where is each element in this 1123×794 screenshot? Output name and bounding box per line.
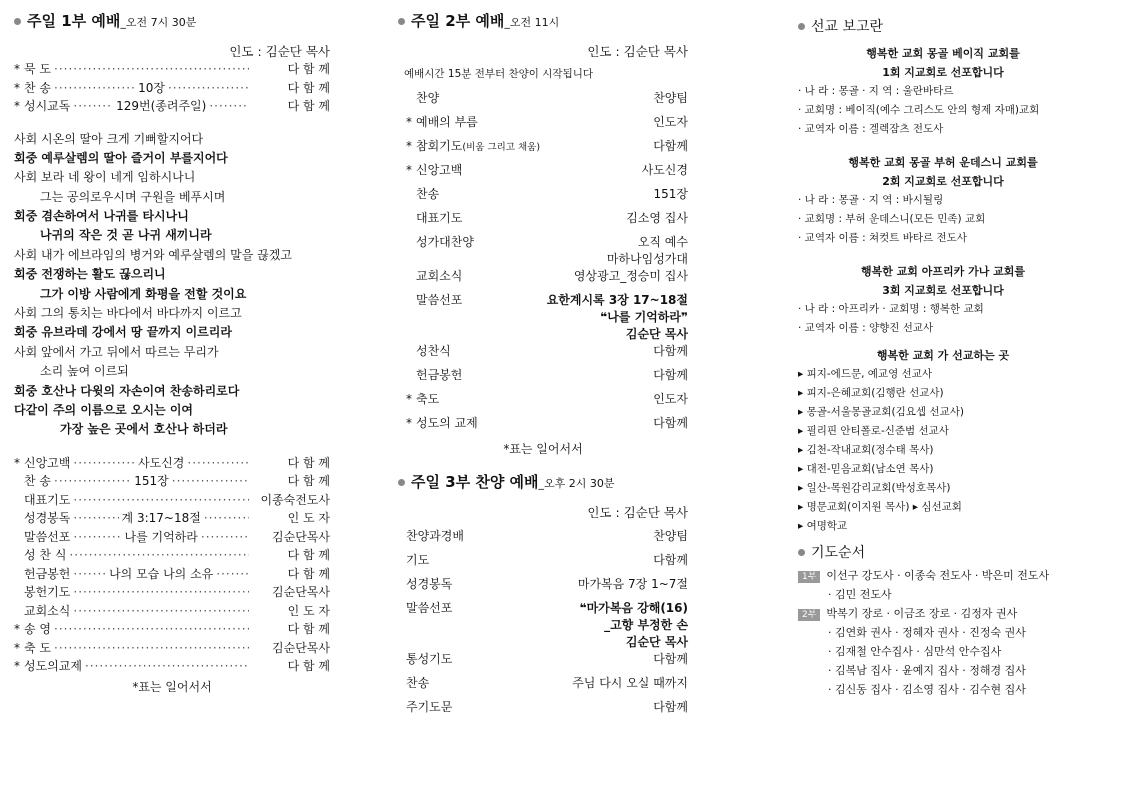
leader-dots bbox=[54, 81, 135, 95]
order-left bbox=[398, 342, 451, 359]
order-responsible: 인도자 bbox=[653, 115, 688, 129]
leader-dots bbox=[73, 456, 135, 470]
star-mark: * bbox=[406, 163, 412, 177]
order-right bbox=[654, 185, 689, 202]
prayer-names: · 김연화 권사 · 정혜자 권사 · 진정숙 권사 bbox=[828, 626, 1026, 639]
order-label: 찬양과경배 bbox=[406, 529, 464, 543]
order-responsible: 다 함 께 bbox=[287, 455, 330, 470]
leader-dots bbox=[73, 530, 121, 544]
reading-line: 사회 보라 네 왕이 네게 임하시나니 bbox=[14, 170, 196, 185]
service3-leader: 인도 : 김순단 목사 bbox=[587, 505, 688, 520]
star-mark: * bbox=[14, 622, 20, 637]
star-mark: * bbox=[14, 640, 20, 655]
support-item: ▸ 일산-목원감리교회(박성호목사) bbox=[798, 482, 951, 494]
order-row bbox=[398, 161, 688, 185]
order-responsible: 다함께 bbox=[653, 344, 688, 358]
star-mark: * bbox=[14, 455, 20, 470]
reading-line: 소리 높여 이르되 bbox=[40, 364, 129, 379]
order-row bbox=[398, 390, 688, 414]
reading-line: 사회 시온의 딸아 크게 기뻐할지어다 bbox=[14, 131, 204, 146]
order-left bbox=[398, 89, 439, 106]
order-right bbox=[572, 674, 688, 691]
mission-group bbox=[798, 262, 1088, 338]
order-responsible: 다함께 bbox=[653, 652, 688, 666]
order-responsible: 김순단목사 bbox=[272, 585, 330, 600]
reading-line: 나귀의 작은 것 곧 나귀 새끼니라 bbox=[40, 228, 212, 243]
reading-line: 그가 이방 사람에게 화평을 전할 것이요 bbox=[40, 286, 247, 301]
order-right bbox=[653, 366, 688, 383]
order-row bbox=[398, 575, 688, 599]
prayer-names: · 김신동 집사 · 김소영 집사 · 김수현 집사 bbox=[828, 683, 1026, 696]
order-row bbox=[14, 620, 330, 639]
order-left bbox=[398, 137, 540, 154]
service3-title: 주일 3부 찬양 예배 bbox=[411, 473, 539, 491]
prayer-names: 박복기 장로 · 이금조 장로 · 김정자 권사 bbox=[826, 607, 1018, 620]
order-responsible: 다함께 bbox=[653, 368, 688, 382]
leader-dots bbox=[73, 99, 113, 113]
leader-dots bbox=[209, 99, 249, 113]
order-right bbox=[653, 527, 688, 544]
support-item: ▸ 피지-에드문, 예교영 선교사 bbox=[798, 368, 932, 380]
mission-line: · 교회명 : 베이직(예수 그리스도 안의 형제 자매)교회 bbox=[798, 104, 1040, 116]
order-detail: 계 3:17~18절 bbox=[121, 511, 201, 526]
order-responsible: 다함께 bbox=[653, 700, 688, 714]
order-detail: 129번(종려주일) bbox=[116, 99, 207, 113]
order-label-note: (비움 그리고 채움) bbox=[462, 142, 541, 153]
reading-line: 회중 호산나 다윗의 자손이여 찬송하리로다 bbox=[14, 383, 240, 398]
order-left bbox=[398, 650, 452, 667]
service1-time: _오전 7시 30분 bbox=[120, 16, 197, 29]
order-label: 교회소식 bbox=[24, 603, 71, 618]
mission-line: · 교역자 이름 : 겔렉잠츠 전도사 bbox=[798, 123, 944, 135]
order-right bbox=[607, 233, 688, 267]
support-item: ▸ 여명학교 bbox=[798, 520, 848, 532]
bullet-icon bbox=[798, 23, 805, 30]
order-right bbox=[653, 698, 688, 715]
service2-order bbox=[398, 89, 688, 438]
star-mark: * bbox=[406, 416, 412, 430]
service2-heading bbox=[398, 10, 688, 32]
service2-column bbox=[398, 0, 688, 722]
order-label: 신앙고백 bbox=[24, 455, 71, 470]
support-item: ▸ 대전-믿음교회(남소연 목사) bbox=[798, 463, 934, 475]
order-label: 찬 송 bbox=[24, 474, 51, 489]
service1-column bbox=[14, 0, 330, 695]
order-detail: 10장 bbox=[138, 80, 165, 95]
order-label: 봉헌기도 bbox=[24, 585, 71, 600]
order-row bbox=[398, 233, 688, 267]
order-label: 성가대찬양 bbox=[416, 235, 474, 249]
bullet-icon bbox=[398, 479, 405, 486]
leader-dots bbox=[168, 81, 249, 95]
service2-intro: 예배시간 15분 전부터 찬양이 시작됩니다 bbox=[404, 68, 593, 80]
order-row bbox=[14, 491, 330, 510]
order-responsible: 사도신경 bbox=[641, 163, 688, 177]
star-mark: * bbox=[406, 392, 412, 406]
order-left bbox=[398, 414, 478, 431]
order-row bbox=[398, 342, 688, 366]
mission-column bbox=[798, 0, 1088, 699]
order-row bbox=[398, 185, 688, 209]
prayer-line bbox=[798, 661, 1088, 680]
order-row bbox=[398, 551, 688, 575]
star-mark: * bbox=[14, 659, 20, 674]
order-label: 예배의 부름 bbox=[416, 115, 478, 129]
mission-group-sub: 3회 지교회로 선포합니다 bbox=[882, 284, 1004, 297]
order-right bbox=[653, 89, 688, 106]
service1-note: *표는 일어서서 bbox=[132, 679, 212, 694]
order-responsible: 다 함 께 bbox=[287, 548, 330, 563]
order-responsible-2: ❝나를 기억하라❞ bbox=[600, 310, 688, 324]
mission-line: · 나 라 : 몽골 · 지 역 : 울란바타르 bbox=[798, 85, 954, 97]
order-responsible: 오직 예수 bbox=[637, 235, 688, 249]
order-label: 대표기도 bbox=[24, 492, 71, 507]
order-responsible: ❝마가복음 강해(16) bbox=[579, 601, 688, 615]
support-item: ▸ 몽골-서울몽골교회(김요셉 선교사) bbox=[798, 406, 964, 418]
leader-dots bbox=[73, 604, 249, 618]
order-right bbox=[642, 161, 688, 178]
mission-group-head: 행복한 교회 아프리카 가나 교회를 bbox=[860, 265, 1026, 278]
order-responsible: 찬양팀 bbox=[653, 91, 688, 105]
order-label: 찬 송 bbox=[24, 80, 51, 95]
order-responsible: 다 함 께 bbox=[287, 99, 331, 113]
leader-dots bbox=[73, 493, 249, 507]
leader-dots bbox=[54, 641, 249, 655]
order-detail: 사도신경 bbox=[138, 455, 185, 470]
mission-line: · 교역자 이름 : 쳐컷트 바타르 전도사 bbox=[798, 232, 967, 244]
leader-dots bbox=[187, 456, 249, 470]
service1-leader: 인도 : 김순단 목사 bbox=[229, 44, 330, 59]
order-responsible-3: 김순단 목사 bbox=[625, 327, 688, 341]
order-detail: 나의 모습 나의 소유 bbox=[109, 566, 214, 581]
reading-line: 가장 높은 곳에서 호산나 하더라 bbox=[60, 422, 228, 437]
prayer-line bbox=[798, 623, 1088, 642]
order-left bbox=[398, 113, 478, 130]
order-row bbox=[14, 583, 330, 602]
order-row bbox=[398, 291, 688, 342]
order-label: 성경봉독 bbox=[24, 511, 71, 526]
prayer-line bbox=[798, 680, 1088, 699]
order-right bbox=[653, 113, 688, 130]
leader-dots bbox=[54, 62, 249, 76]
reading-line: 회중 유브라데 강에서 땅 끝까지 이르리라 bbox=[14, 325, 232, 340]
support-item: ▸ 피지-은혜교회(김행란 선교사) bbox=[798, 387, 944, 399]
order-responsible: 다함께 bbox=[653, 139, 688, 153]
order-left bbox=[398, 698, 452, 715]
order-right bbox=[653, 650, 688, 667]
order-row bbox=[398, 366, 688, 390]
order-row bbox=[14, 657, 330, 676]
order-responsible-2: _고향 부정한 손 bbox=[604, 618, 688, 632]
prayer-names: · 김복남 집사 · 윤예지 집사 · 정해경 집사 bbox=[828, 664, 1026, 677]
service3-order bbox=[398, 527, 688, 722]
order-responsible: 다함께 bbox=[653, 416, 688, 430]
mission-line: · 교역자 이름 : 양향진 선교사 bbox=[798, 322, 934, 334]
leader-dots bbox=[73, 511, 118, 525]
star-mark: * bbox=[14, 80, 20, 95]
leader-dots bbox=[54, 622, 249, 636]
support-heading: 행복한 교회 가 선교하는 곳 bbox=[876, 349, 1010, 362]
order-left bbox=[398, 575, 452, 592]
reading-line: 회중 전쟁하는 활도 끊으리니 bbox=[14, 267, 166, 282]
order-right bbox=[547, 291, 688, 342]
order-responsible: 김소영 집사 bbox=[626, 211, 688, 225]
order-responsible: 김순단목사 bbox=[272, 529, 330, 544]
order-label: 축 도 bbox=[24, 640, 51, 655]
order-responsible-3: 김순단 목사 bbox=[625, 635, 688, 649]
order-label: 묵 도 bbox=[24, 62, 51, 76]
prayer-heading bbox=[798, 542, 1088, 564]
support-item: ▸ 김천-작내교회(정수태 목사) bbox=[798, 444, 934, 456]
order-label: 주기도문 bbox=[406, 700, 453, 714]
prayer-names: 이선구 강도사 · 이종숙 전도사 · 박은미 전도사 bbox=[826, 569, 1050, 582]
order-label: 통성기도 bbox=[406, 652, 453, 666]
order-label: 성도의 교제 bbox=[416, 416, 478, 430]
order-right bbox=[578, 575, 688, 592]
order-label: 신앙고백 bbox=[416, 163, 463, 177]
order-row bbox=[14, 509, 330, 528]
service1-order-bottom bbox=[14, 454, 330, 676]
mission-group bbox=[798, 44, 1088, 139]
order-left bbox=[398, 209, 462, 226]
order-row bbox=[14, 546, 330, 565]
mission-heading bbox=[798, 16, 1088, 38]
service2-note: *표는 일어서서 bbox=[503, 442, 583, 456]
order-row bbox=[398, 113, 688, 137]
reading-line: 사회 그의 통치는 바다에서 바다까지 이르고 bbox=[14, 306, 242, 321]
order-responsible: 영상광고_정승미 집사 bbox=[573, 269, 688, 283]
order-row bbox=[398, 414, 688, 438]
responsive-reading bbox=[14, 130, 330, 440]
service2-leader: 인도 : 김순단 목사 bbox=[587, 44, 688, 59]
prayer-names: · 김재철 안수집사 · 심만석 안수집사 bbox=[828, 645, 1002, 658]
order-left bbox=[398, 161, 462, 178]
mission-line: · 나 라 : 몽골 · 지 역 : 바시될링 bbox=[798, 194, 944, 206]
order-label: 말씀선포 bbox=[416, 293, 463, 307]
order-label: 말씀선포 bbox=[406, 601, 453, 615]
order-row bbox=[14, 454, 330, 473]
order-label: 송 영 bbox=[24, 622, 51, 637]
order-label: 참회기도 bbox=[416, 139, 463, 153]
order-label: 찬송 bbox=[406, 676, 430, 690]
mission-line: · 교회명 : 부허 운데스니(모든 민족) 교회 bbox=[798, 213, 986, 225]
reading-line: 사회 앞에서 가고 뒤에서 따르는 무리가 bbox=[14, 344, 219, 359]
order-left bbox=[398, 527, 464, 544]
order-responsible: 다함께 bbox=[653, 553, 688, 567]
order-detail: 151장 bbox=[134, 474, 169, 489]
order-responsible: 다 함 께 bbox=[287, 622, 330, 637]
order-responsible: 이종숙전도사 bbox=[260, 492, 330, 507]
order-detail: 나를 기억하라 bbox=[124, 529, 198, 544]
service1-order-top bbox=[14, 60, 330, 116]
order-row bbox=[14, 79, 330, 98]
order-right bbox=[574, 267, 688, 284]
order-row bbox=[14, 472, 330, 491]
service2-time: _오전 11시 bbox=[504, 16, 560, 29]
bullet-icon bbox=[14, 18, 21, 25]
order-left bbox=[398, 185, 439, 202]
bullet-icon bbox=[398, 18, 405, 25]
prayer-title: 기도순서 bbox=[811, 545, 866, 561]
leader-dots bbox=[73, 567, 106, 581]
prayer-line bbox=[798, 566, 1088, 585]
order-responsible: 요한계시록 3장 17~18절 bbox=[546, 293, 688, 307]
order-right bbox=[653, 137, 688, 154]
order-responsible: 다 함 께 bbox=[287, 80, 330, 95]
leader-dots bbox=[172, 474, 249, 488]
star-mark: * bbox=[14, 62, 20, 76]
leader-dots bbox=[54, 474, 131, 488]
order-label: 대표기도 bbox=[416, 211, 463, 225]
order-left bbox=[398, 674, 429, 691]
mission-group-head: 행복한 교회 몽골 베이직 교회를 bbox=[866, 47, 1020, 60]
support-item: ▸ 필리핀 안티폴로-신준범 선교사 bbox=[798, 425, 949, 437]
leader-dots bbox=[201, 530, 249, 544]
order-responsible: 찬양팀 bbox=[653, 529, 688, 543]
leader-dots bbox=[216, 567, 249, 581]
order-label: 성경봉독 bbox=[406, 577, 453, 591]
prayer-tag: 2부 bbox=[798, 609, 820, 621]
mission-title: 선교 보고란 bbox=[811, 19, 884, 35]
order-left bbox=[398, 366, 462, 383]
order-responsible: 마가복음 7장 1~7절 bbox=[577, 577, 688, 591]
reading-line: 사회 내가 에브라임의 병거와 예루살렘의 말을 끊겠고 bbox=[14, 247, 292, 262]
order-responsible: 김순단목사 bbox=[272, 640, 330, 655]
mission-group-head: 행복한 교회 몽골 부허 운데스니 교회를 bbox=[848, 156, 1038, 169]
order-responsible: 주님 다시 오실 때까지 bbox=[572, 676, 688, 690]
mission-group bbox=[798, 153, 1088, 248]
order-right bbox=[626, 209, 688, 226]
service3-time: _오후 2시 30분 bbox=[538, 477, 615, 490]
order-row bbox=[14, 602, 330, 621]
order-right bbox=[653, 414, 688, 431]
order-responsible: 다 함 께 bbox=[287, 62, 330, 76]
order-responsible: 다 함 께 bbox=[287, 566, 330, 581]
prayer-names: · 김민 전도사 bbox=[828, 588, 892, 601]
order-right bbox=[653, 390, 688, 407]
order-label: 성시교독 bbox=[24, 99, 71, 113]
order-left bbox=[398, 291, 462, 308]
order-row bbox=[398, 527, 688, 551]
service1-heading bbox=[14, 10, 330, 32]
order-row bbox=[14, 97, 330, 116]
order-responsible: 인도자 bbox=[653, 392, 688, 406]
order-row bbox=[14, 639, 330, 658]
mission-groups bbox=[798, 44, 1088, 338]
service3-heading bbox=[398, 471, 688, 493]
order-responsible: 다 함 께 bbox=[287, 659, 330, 674]
order-responsible: 인 도 자 bbox=[287, 603, 330, 618]
prayer-tag: 1부 bbox=[798, 571, 820, 583]
order-row bbox=[398, 650, 688, 674]
order-left bbox=[398, 267, 462, 284]
leader-dots bbox=[85, 659, 249, 673]
mission-group-sub: 2회 지교회로 선포합니다 bbox=[882, 175, 1004, 188]
order-row bbox=[14, 60, 330, 79]
leader-dots bbox=[204, 511, 249, 525]
order-responsible-2: 마하나임성가대 bbox=[606, 252, 688, 266]
order-row bbox=[398, 137, 688, 161]
order-label: 성찬식 bbox=[416, 344, 451, 358]
order-right bbox=[653, 342, 688, 359]
order-label: 말씀선포 bbox=[24, 529, 71, 544]
star-mark: * bbox=[14, 99, 20, 113]
order-left bbox=[398, 233, 474, 250]
order-left bbox=[398, 599, 452, 616]
order-label: 기도 bbox=[406, 553, 430, 567]
reading-line: 다같이 주의 이름으로 오시는 이여 bbox=[14, 402, 194, 417]
reading-line: 회중 겸손하여서 나귀를 타시나니 bbox=[14, 209, 189, 224]
order-label: 찬송 bbox=[416, 187, 440, 201]
order-right bbox=[653, 551, 688, 568]
order-label: 찬양 bbox=[416, 91, 440, 105]
order-label: 성도의교제 bbox=[24, 659, 82, 674]
order-row bbox=[398, 599, 688, 650]
reading-line: 회중 예루살렘의 딸아 즐거이 부를지어다 bbox=[14, 150, 228, 165]
prayer-line bbox=[798, 642, 1088, 661]
order-row bbox=[398, 674, 688, 698]
prayer-line bbox=[798, 585, 1088, 604]
order-left bbox=[398, 390, 439, 407]
order-row bbox=[14, 528, 330, 547]
bullet-icon bbox=[798, 549, 805, 556]
leader-dots bbox=[69, 548, 249, 562]
order-label: 헌금봉헌 bbox=[24, 566, 71, 581]
service2-title: 주일 2부 예배 bbox=[411, 12, 505, 30]
prayer-line bbox=[798, 604, 1088, 623]
order-label: 헌금봉헌 bbox=[416, 368, 463, 382]
reading-line: 그는 공의로우시며 구원을 베푸시며 bbox=[40, 189, 226, 204]
order-row bbox=[398, 267, 688, 291]
order-responsible: 인 도 자 bbox=[287, 511, 330, 526]
support-item: ▸ 명문교회(이지원 목사) ▸ 심선교회 bbox=[798, 501, 962, 513]
support-list bbox=[798, 365, 1088, 536]
mission-line: · 나 라 : 아프리카 · 교회명 : 행복한 교회 bbox=[798, 303, 984, 315]
order-label: 축도 bbox=[416, 392, 440, 406]
star-mark: * bbox=[406, 139, 412, 153]
order-label: 교회소식 bbox=[416, 269, 463, 283]
order-row bbox=[14, 565, 330, 584]
order-label: 성 찬 식 bbox=[24, 548, 67, 563]
order-responsible: 151장 bbox=[653, 187, 688, 201]
order-row bbox=[398, 698, 688, 722]
mission-group-sub: 1회 지교회로 선포합니다 bbox=[882, 66, 1004, 79]
order-responsible: 다 함 께 bbox=[287, 474, 330, 489]
prayer-list bbox=[798, 566, 1088, 699]
service1-title: 주일 1부 예배 bbox=[27, 12, 121, 30]
star-mark: * bbox=[406, 115, 412, 129]
order-left bbox=[398, 551, 429, 568]
order-row bbox=[398, 209, 688, 233]
order-row bbox=[398, 89, 688, 113]
order-right bbox=[580, 599, 688, 650]
leader-dots bbox=[73, 585, 249, 599]
